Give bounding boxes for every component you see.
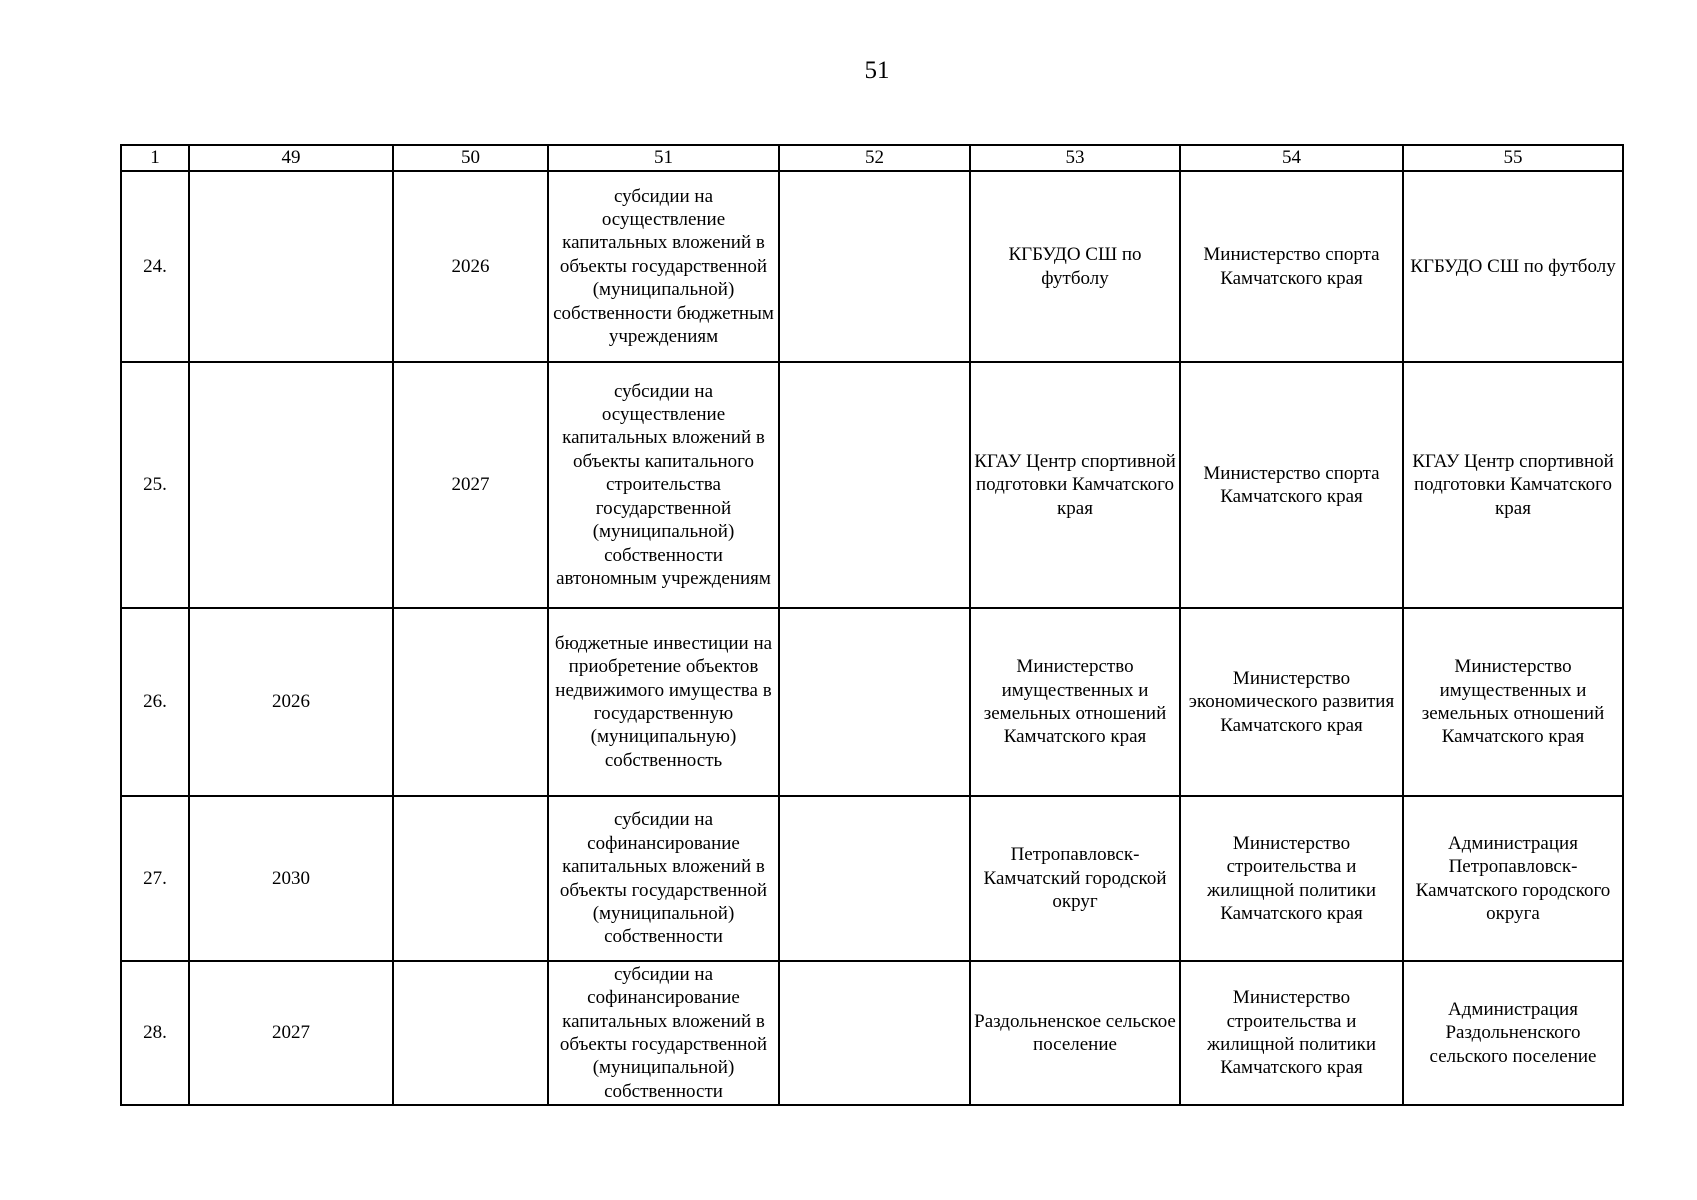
table-cell — [189, 362, 393, 608]
table-cell — [779, 171, 970, 362]
table-cell — [189, 171, 393, 362]
table-cell: Министерство спорта Камчатского края — [1180, 171, 1403, 362]
table-cell: КГБУДО СШ по футболу — [970, 171, 1180, 362]
table-cell: 2027 — [393, 362, 548, 608]
table-cell — [393, 608, 548, 796]
row-number: 27. — [121, 796, 189, 961]
table-cell: Министерство имущественных и земельных отношений Камчатского края — [1403, 608, 1623, 796]
table-cell: Министерство строительства и жилищной политики Камчатского края — [1180, 961, 1403, 1105]
table-cell: КГАУ Центр спортивной подготовки Камчатского края — [970, 362, 1180, 608]
table-cell: 2026 — [393, 171, 548, 362]
row-number: 24. — [121, 171, 189, 362]
table-cell — [779, 961, 970, 1105]
column-header: 54 — [1180, 145, 1403, 171]
column-header: 52 — [779, 145, 970, 171]
table-cell: Раздольненское сельское поселение — [970, 961, 1180, 1105]
table-cell: субсидии на осуществление капитальных вложений в объекты капитального строительства государственной (муниципальной) собственности автономным учреждениям — [548, 362, 779, 608]
table-cell: Министерство имущественных и земельных отношений Камчатского края — [970, 608, 1180, 796]
column-header: 53 — [970, 145, 1180, 171]
row-number: 26. — [121, 608, 189, 796]
table-row — [121, 961, 1623, 1105]
table-cell: Министерство спорта Камчатского края — [1180, 362, 1403, 608]
data-table — [120, 144, 1624, 1106]
row-number: 28. — [121, 961, 189, 1105]
table-cell: субсидии на софинансирование капитальных вложений в объекты государственной (муниципальной) собственности — [548, 961, 779, 1105]
column-header: 49 — [189, 145, 393, 171]
table-row — [121, 796, 1623, 961]
table-cell: субсидии на осуществление капитальных вложений в объекты государственной (муниципальной) собственности бюджетным учреждениям — [548, 171, 779, 362]
table-cell — [779, 608, 970, 796]
table-cell: Министерство экономического развития Камчатского края — [1180, 608, 1403, 796]
row-number: 25. — [121, 362, 189, 608]
table-cell: 2030 — [189, 796, 393, 961]
table-cell: Администрация Раздольненского сельского поселение — [1403, 961, 1623, 1105]
table-cell — [779, 362, 970, 608]
table-row — [121, 608, 1623, 796]
table-cell: субсидии на софинансирование капитальных вложений в объекты государственной (муниципальной) собственности — [548, 796, 779, 961]
table-cell — [393, 796, 548, 961]
table-cell: Петропавловск-Камчатский городской округ — [970, 796, 1180, 961]
table-cell: бюджетные инвестиции на приобретение объектов недвижимого имущества в государственную (муниципальную) собственность — [548, 608, 779, 796]
table-cell: КГАУ Центр спортивной подготовки Камчатского края — [1403, 362, 1623, 608]
table-row — [121, 171, 1623, 362]
table-cell: 2026 — [189, 608, 393, 796]
column-header: 55 — [1403, 145, 1623, 171]
table-row — [121, 362, 1623, 608]
table-header-row — [121, 145, 1623, 171]
column-header: 50 — [393, 145, 548, 171]
table-cell — [779, 796, 970, 961]
table-cell: 2027 — [189, 961, 393, 1105]
table-cell: Министерство строительства и жилищной политики Камчатского края — [1180, 796, 1403, 961]
table-cell — [393, 961, 548, 1105]
table-cell: КГБУДО СШ по футболу — [1403, 171, 1623, 362]
column-header: 51 — [548, 145, 779, 171]
table-cell: Администрация Петропавловск-Камчатского городского округа — [1403, 796, 1623, 961]
page-number: 51 — [864, 57, 890, 84]
column-header: 1 — [121, 145, 189, 171]
